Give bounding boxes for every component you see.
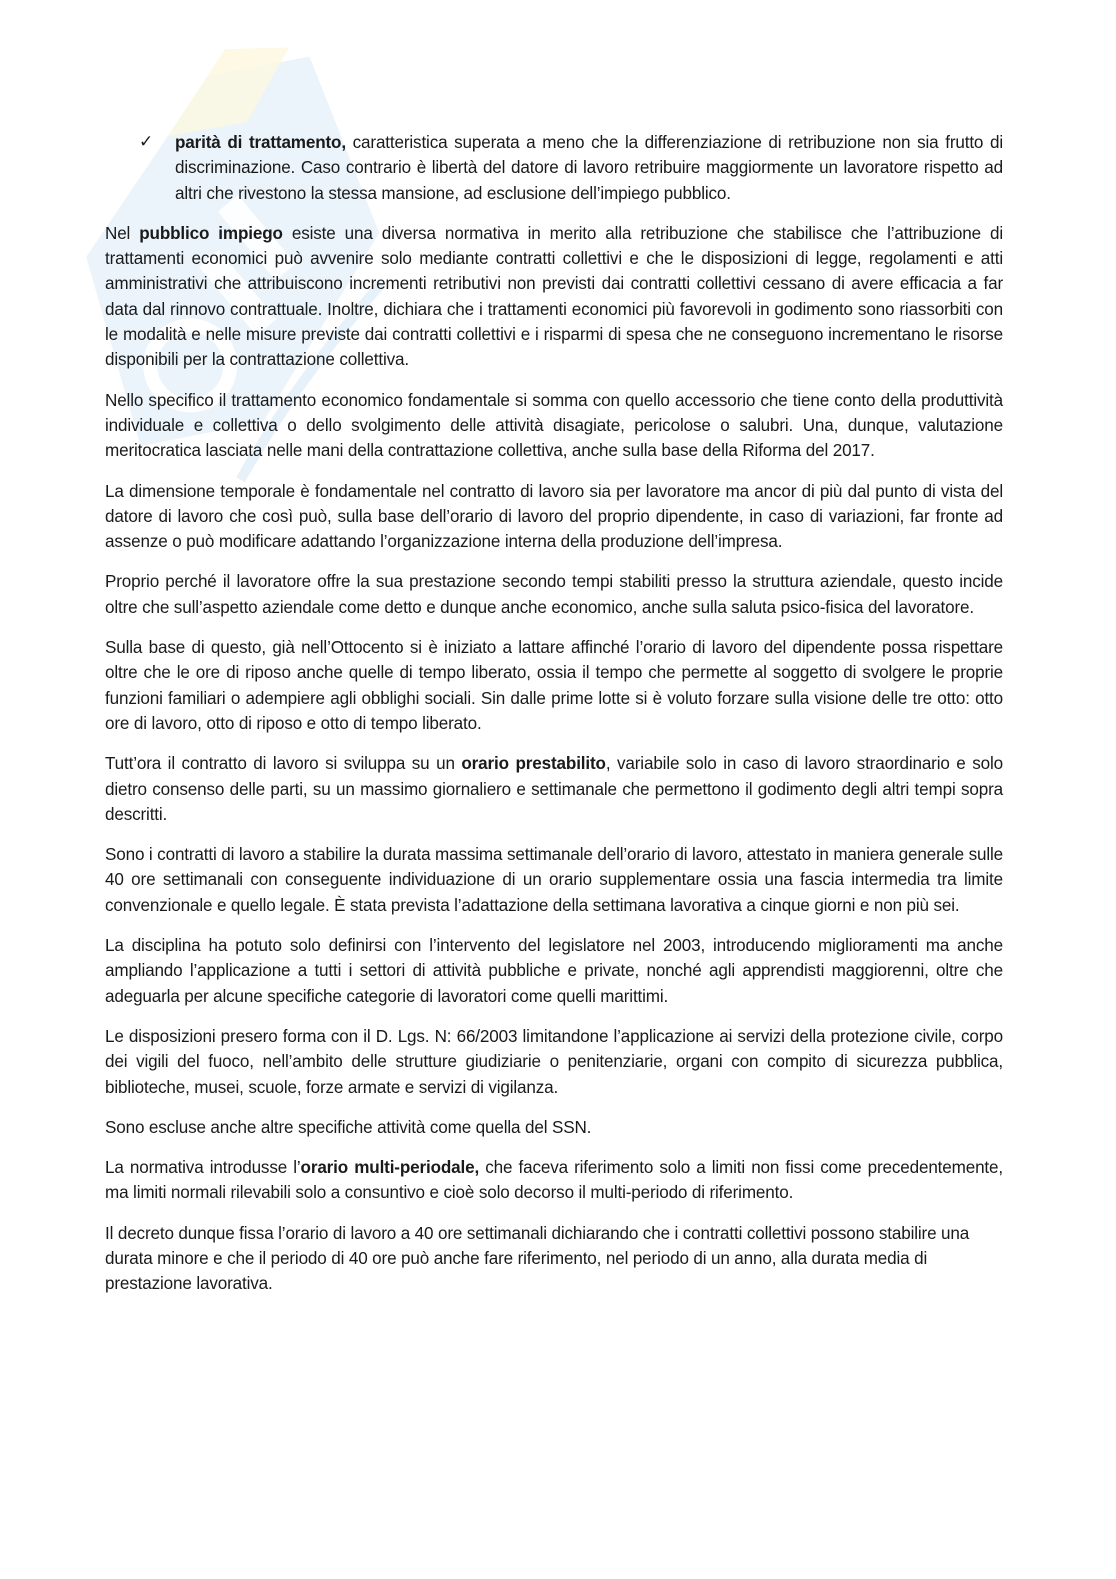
paragraph-decreto: Il decreto dunque fissa l’orario di lavoro a 40 ore settimanali dichiarando che i contratti collettivi possono stabilire una durata minore e che il periodo di 40 ore può anche fare riferimento, nel periodo di un anno, alla durata media di prestazione lavorativa. bbox=[105, 1223, 970, 1294]
paragraph-trattamento-economico: Nello specifico il trattamento economico fondamentale si somma con quello accessorio che tiene conto della produttività individuale e collettiva o dello svolgimento delle attività disagiate, pericolose o salubri. Una, dunque, valutazione meritocratica lasciata nelle mani della contrattazione collettiva, anche sulla base della Riforma del 2017. bbox=[105, 390, 1003, 461]
bold-term: orario prestabilito bbox=[461, 754, 606, 774]
paragraph-dlgs-66-2003: Le disposizioni presero forma con il D. Lgs. N: 66/2003 limitandone l’applicazione ai servizi della protezione civile, corpo dei vigili del fuoco, nell’ambito delle strutture giudiziarie o penitenziarie, organi con compito di sicurezza pubblica, biblioteche, musei, scuole, forze armate e servizi di vigilanza. bbox=[105, 1026, 1003, 1097]
checklist-item-bold: parità di trattamento, bbox=[175, 133, 346, 152]
checkmark-icon: ✓ bbox=[139, 132, 154, 152]
paragraph-dimensione-temporale: La dimensione temporale è fondamentale nel contratto di lavoro sia per lavoratore ma ancor di più dal punto di vista del datore di lavoro che così può, sulla base dell’orario di lavoro del proprio dipendente, in caso di variazioni, far fronte ad assenze o può modificare adattando l’organizzazione interna della produzione dell’impresa. bbox=[105, 481, 1003, 552]
checklist-item-text bbox=[175, 130, 1003, 206]
paragraph-ottocento: Sulla base di questo, già nell’Ottocento si è iniziato a lattare affinché l’orario di lavoro del dipendente possa rispettare oltre che le ore di riposo anche quelle di tempo liberato, ossia il tempo che permette al soggetto di svolgere le proprie funzioni familiari o adempiere agli obblighi sociali. Sin dalle prime lotte si è voluto forzare sulla visione delle tre otto: otto ore di lavoro, otto di riposo e otto di tempo liberato. bbox=[105, 638, 1003, 733]
checklist-item-body: caratteristica superata a meno che la differenziazione di retribuzione non sia frutto di discriminazione. Caso contrario è libertà del datore di lavoro retribuire maggiormente un lavoratore rispetto ad altri che rivestono la stessa mansione, ad esclusione dell’impiego pubblico. bbox=[175, 133, 1003, 203]
paragraph-text: esiste una diversa normativa in merito alla retribuzione che stabilisce che l’attribuzione di trattamenti economici può avvenire solo mediante contratti collettivi e che le disposizioni di legge, regolamenti e atti amministrativi che attribuiscono incrementi retributivi non previsti dai contratti collettivi cessano di avere efficacia a far data dal rinnovo contrattuale. Inoltre, dichiara che i trattamenti economici più favorevoli in godimento sono riassorbiti con le modalità e nelle misure previste dai contratti collettivi e i risparmi di spesa che ne conseguono incrementano le risorse disponibili per la contrattazione collettiva. bbox=[105, 223, 1003, 370]
paragraph-text: La normativa introdusse l’ bbox=[105, 1158, 301, 1178]
paragraph-multi-periodale bbox=[105, 1155, 1003, 1206]
paragraph-orario-prestabilito bbox=[105, 751, 1003, 827]
paragraph-prestazione: Proprio perché il lavoratore offre la sua prestazione secondo tempi stabiliti presso la struttura aziendale, questo incide oltre che sull’aspetto aziendale come detto e dunque anche economico, anche sulla saluta psico-fisica del lavoratore. bbox=[105, 572, 1003, 617]
document-body bbox=[105, 130, 1003, 1312]
bold-term: pubblico impiego bbox=[139, 223, 283, 243]
paragraph-text: Nel bbox=[105, 223, 140, 243]
paragraph-text: Tutt’ora il contratto di lavoro si sviluppa su un bbox=[105, 754, 462, 774]
paragraph-disciplina-2003: La disciplina ha potuto solo definirsi con l’intervento del legislatore nel 2003, introducendo miglioramenti ma anche ampliando l’applicazione a tutti i settori di attività pubbliche e private, nonché agli apprendisti maggiorenni, oltre che adeguarla per alcune specifiche categorie di lavoratori come quelli marittimi. bbox=[105, 936, 1003, 1006]
paragraph-durata-massima: Sono i contratti di lavoro a stabilire la durata massima settimanale dell’orario di lavoro, attestato in maniera generale sulle 40 ore settimanali con conseguente individuazione di un orario supplementare ossia una fascia intermedia tra limite convenzionale e quello legale. È stata prevista l’adattazione della settimana lavorativa a cinque giorni e non più sei. bbox=[105, 845, 1003, 915]
paragraph-text: , variabile solo in caso di lavoro straordinario e solo dietro consenso delle parti, su un massimo giornaliero e settimanale che permettono il godimento degli altri tempi sopra descritti. bbox=[105, 754, 1003, 824]
checklist-item bbox=[105, 130, 1003, 206]
paragraph-text: che faceva riferimento solo a limiti non fissi come precedentemente, ma limiti normali rilevabili solo a consuntivo e cioè solo decorso il multi-periodo di riferimento. bbox=[105, 1158, 1003, 1203]
bold-term: orario multi-periodale, bbox=[300, 1158, 480, 1178]
paragraph-ssn: Sono escluse anche altre specifiche attività come quella del SSN. bbox=[105, 1117, 592, 1137]
paragraph-pubblico-impiego bbox=[105, 221, 1003, 373]
